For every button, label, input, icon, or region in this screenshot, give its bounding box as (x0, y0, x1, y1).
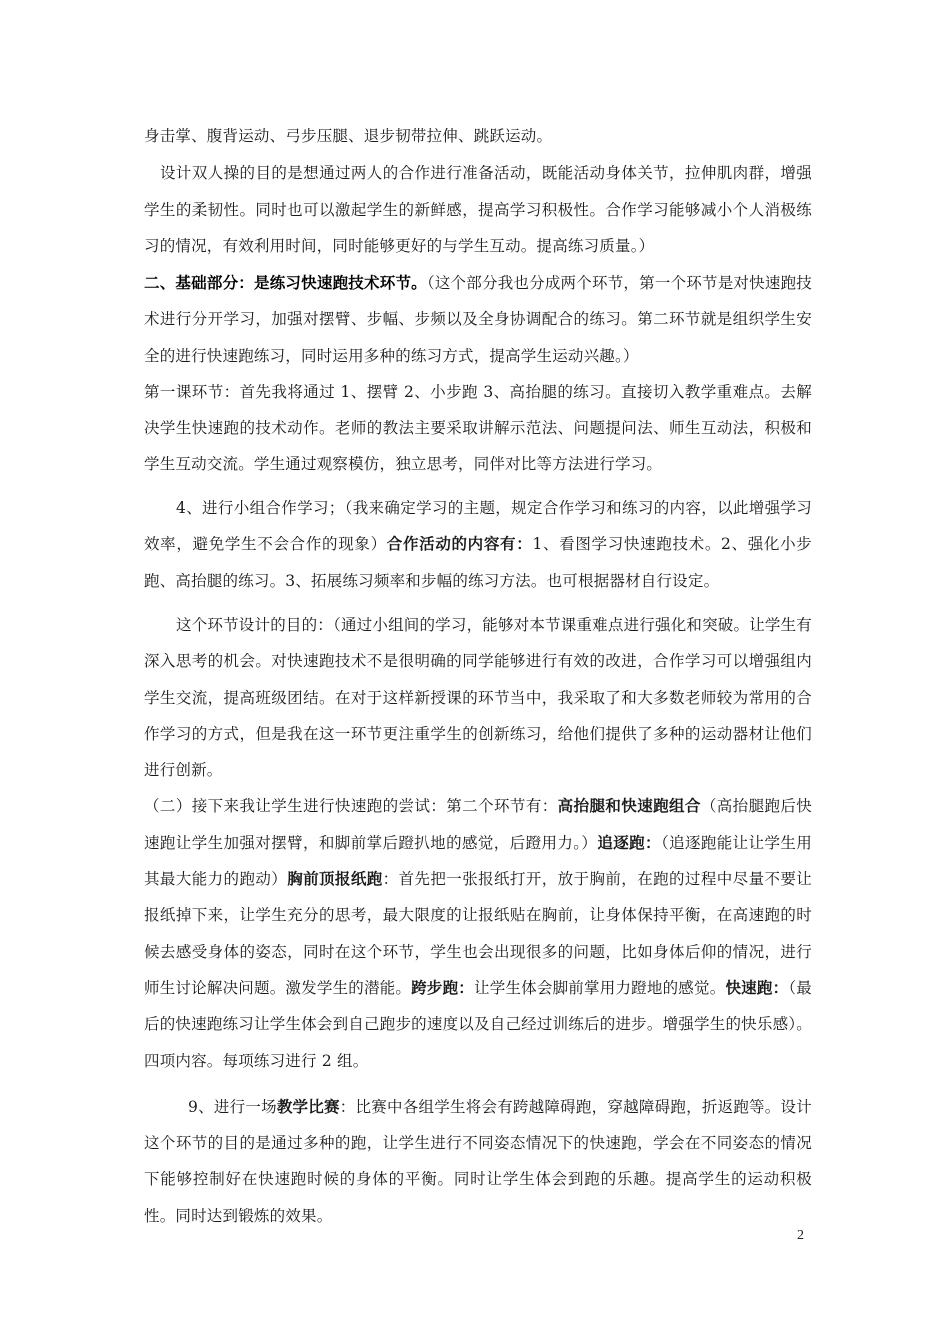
paragraph-basic-section (144, 265, 812, 374)
paragraph-text: 第一课环节：首先我将通过 1、摆臂 2、小步跑 3、高抬腿的练习。直接切入教学重难点。去解决学生快速跑的技术动作。老师的教法主要采取讲解示范法、问题提问法、师生互动法，积极和学生互动交流。学生通过观察模仿，独立思考，同伴对比等方法进行学习。 (144, 383, 812, 474)
bold-phrase: 合作活动的内容有： (386, 534, 533, 554)
paragraph-text: 这个环节设计的目的：（通过小组间的学习，能够对本节课重难点进行强化和突破。让学生有深入思考的机会。对快速跑技术不是很明确的同学能够进行有效的改进，合作学习可以增强组内学生交流，提高班级团结。在对于这样新授课的环节当中，我采取了和大多数老师较为常用的合作学习的方式，但是我在这一环节更注重学生的创新练习，给他们提供了多种的运动器材让他们进行创新。 (144, 615, 812, 780)
paragraph-text: 身击掌、腹背运动、弓步压腿、退步韧带拉伸、跳跃运动。 (144, 127, 553, 145)
document-body (144, 118, 812, 1234)
paragraph-text: ：首先把一张报纸打开，放于胸前，在跑的过程中尽量不要让报纸掉下来，让学生充分的思考，最大限度的让报纸贴在胸前，让身体保持平衡，在高速跑的时候去感受身体的姿态，同时在这个环节，学生也会出现很多的问题，比如身体后仰的情况，进行师生讨论解决问题。激发学生的潜能。 (144, 870, 812, 997)
paragraph-text: 1、看图学习快速跑技术。2、强化小步跑、高抬腿的练习。3、拓展练习频率和步幅的练习方法。也可根据器材自行设定。 (144, 535, 812, 590)
bold-phrase: 快速跑： (725, 977, 789, 997)
bold-phrase: 胸前顶报纸跑 (287, 869, 383, 889)
paragraph-text: （二）接下来我让学生进行快速跑的尝试：第二个环节有： (144, 797, 558, 816)
bold-phrase: 高抬腿和快速跑组合 (557, 796, 701, 816)
bold-phrase: 追逐跑： (597, 832, 661, 852)
paragraph-text: 4、进行小组合作学习；（我来确定学习的主题，规定合作学习和练习的内容，以此增强学习效率，避免学生不会合作的现象） (144, 499, 812, 554)
section-heading: 二、基础部分：是练习快速跑技术环节。 (144, 273, 427, 293)
bold-phrase: 教学比赛 (276, 1096, 340, 1116)
paragraph-stage-purpose (144, 607, 812, 788)
bold-phrase: 跨步跑： (411, 977, 475, 997)
paragraph-second-stage (144, 788, 812, 1078)
paragraph-text: 9、进行一场 (188, 1097, 277, 1116)
paragraph-warmup-list (144, 118, 812, 154)
paragraph-text: （这个部分我也分成两个环节，第一个环节是对快速跑技术进行分开学习，加强对摆臂、步幅、步频以及全身协调配合的练习。第二环节就是组织学生安全的进行快速跑练习，同时运用多种的练习方式，提高学生运动兴趣。） (144, 274, 812, 365)
paragraph-text: （最后的快速跑练习让学生体会到自己跑步的速度以及自己经过训练后的进步。增强学生的快乐感）。四项内容。每项练习进行 2 组。 (144, 978, 812, 1070)
paragraph-text: （高抬腿跑后快速跑让学生加强对摆臂，和脚前掌后蹬扒地的感觉，后蹬用力。） (144, 797, 812, 852)
paragraph-text: 让学生体会脚前掌用力蹬地的感觉。 (474, 978, 726, 997)
page-number: 2 (797, 1228, 804, 1243)
paragraph-text: 设计双人操的目的是想通过两人的合作进行准备活动，既能活动身体关节，拉伸肌肉群，增强学生的柔韧性。同时也可以激起学生的新鲜感，提高学习积极性。合作学习能够减小个人消极练习的情况，有效利用时间，同时能够更好的与学生互动。提高练习质量。） (144, 164, 812, 255)
paragraph-text: （追逐跑能让让学生用其最大能力的跑动） (144, 833, 812, 889)
paragraph-pair-exercise-purpose (144, 155, 812, 264)
paragraph-teaching-match (144, 1089, 812, 1234)
paragraph-first-stage (144, 374, 812, 482)
paragraph-text: ：比赛中各组学生将会有跨越障碍跑，穿越障碍跑，折返跑等。设计这个环节的目的是通过多种的跑，让学生进行不同姿态情况下的快速跑，学会在不同姿态的情况下能够控制好在快速跑时候的身体的平衡。同时让学生体会到跑的乐趣。提高学生的运动积极性。同时达到锻炼的效果。 (144, 1097, 812, 1225)
paragraph-group-study (144, 490, 812, 599)
